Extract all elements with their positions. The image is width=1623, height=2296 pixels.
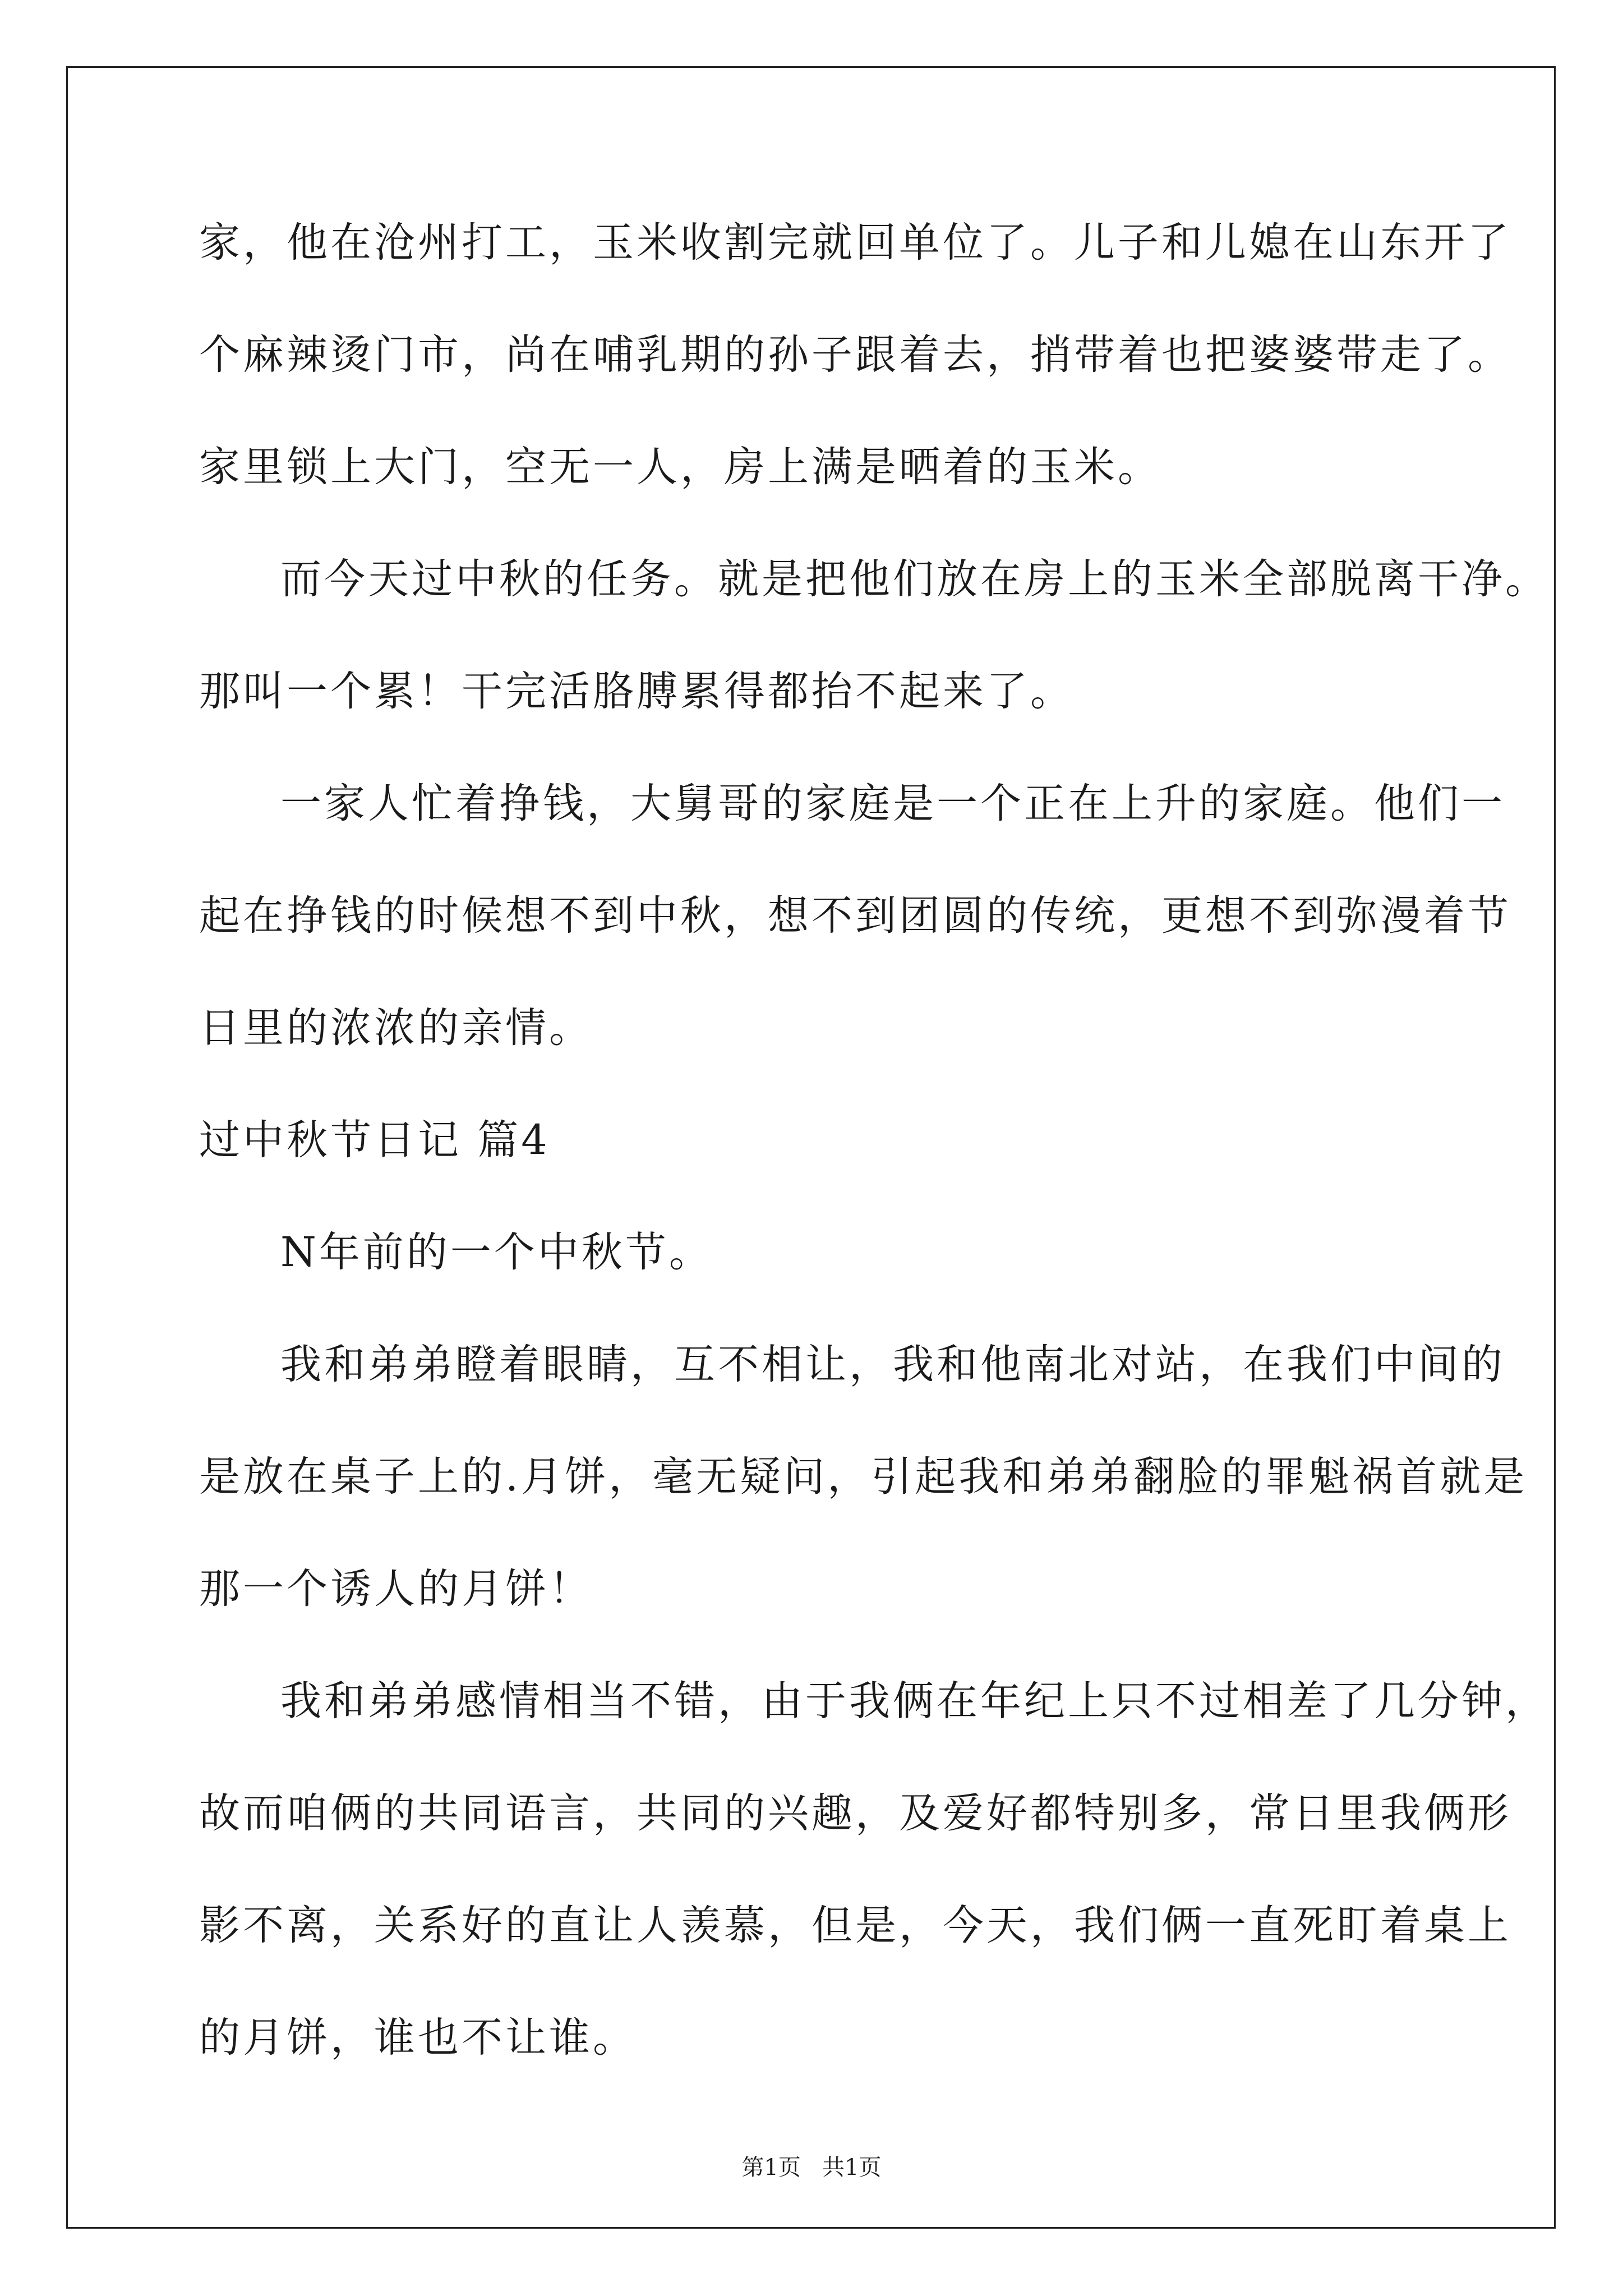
section-paragraph-2-line-1: 我和弟弟瞪着眼睛，互不相让，我和他南北对站，在我们中间的 (280, 1341, 1505, 1388)
paragraph-3-line-3: 日里的浓浓的亲情。 (199, 1004, 593, 1052)
page-footer: 第1页 共1页 (741, 2155, 882, 2180)
section-paragraph-2-line-2: 是放在桌子上的.月饼，毫无疑问，引起我和弟弟翻脸的罪魁祸首就是 (199, 1453, 1528, 1501)
section-paragraph-3-line-4: 的月饼，谁也不让谁。 (199, 2014, 637, 2062)
section-paragraph-2-line-3: 那一个诱人的月饼！ (199, 1565, 593, 1613)
paragraph-2-line-2: 那叫一个累！干完活胳膊累得都抬不起来了。 (199, 668, 1074, 715)
paragraph-1-line-1: 家，他在沧州打工，玉米收割完就回单位了。儿子和儿媳在山东开了 (199, 219, 1511, 266)
paragraph-3-line-2: 起在挣钱的时候想不到中秋，想不到团圆的传统，更想不到弥漫着节 (199, 892, 1511, 940)
section-paragraph-3-line-3: 影不离，关系好的直让人羡慕，但是，今天，我们俩一直死盯着桌上 (199, 1902, 1511, 1949)
section-paragraph-3-line-1: 我和弟弟感情相当不错，由于我俩在年纪上只不过相差了几分钟， (280, 1677, 1549, 1725)
paragraph-1-line-2: 个麻辣烫门市，尚在哺乳期的孙子跟着去，捎带着也把婆婆带走了。 (199, 331, 1511, 379)
section-paragraph-1-line-1: N年前的一个中秋节。 (280, 1228, 713, 1276)
section-paragraph-3-line-2: 故而咱俩的共同语言，共同的兴趣，及爱好都特别多，常日里我俩形 (199, 1789, 1511, 1837)
section-heading: 过中秋节日记 篇4 (199, 1116, 550, 1164)
paragraph-3-line-1: 一家人忙着挣钱，大舅哥的家庭是一个正在上升的家庭。他们一 (280, 780, 1505, 827)
paragraph-1-line-3: 家里锁上大门，空无一人，房上满是晒着的玉米。 (199, 443, 1161, 491)
paragraph-2-line-1: 而今天过中秋的任务。就是把他们放在房上的玉米全部脱离干净。 (280, 555, 1549, 603)
